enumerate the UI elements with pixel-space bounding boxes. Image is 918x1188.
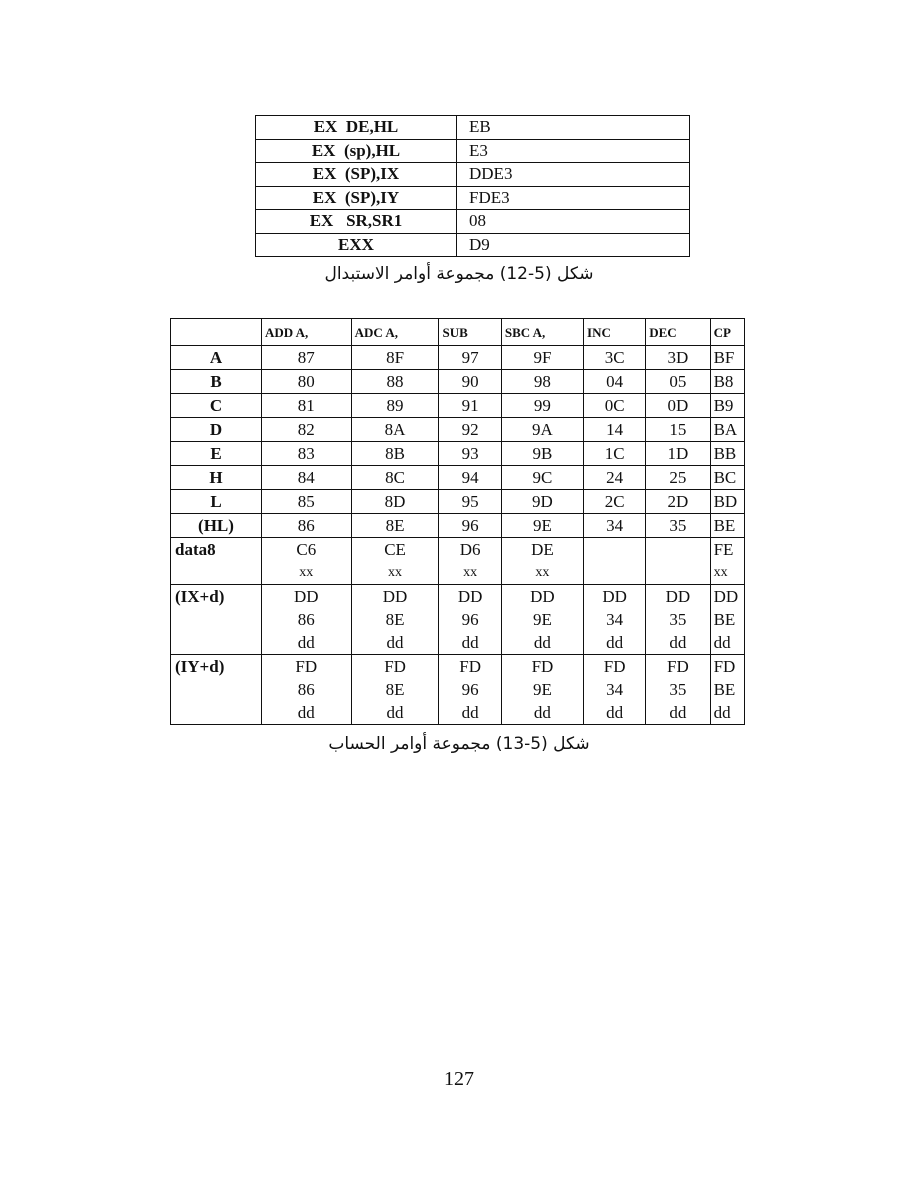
opcode-byte: DD: [457, 587, 483, 606]
opcode-byte: dd: [533, 633, 551, 652]
opcode-cell: 34: [584, 514, 646, 538]
opcode-cell: 91: [439, 394, 501, 418]
opcode-byte: C6: [296, 540, 317, 559]
opcode-cell: 93: [439, 442, 501, 466]
column-header: ADC A,: [351, 319, 439, 346]
exchange-row: [256, 139, 690, 163]
opcode-cell: 98: [501, 370, 583, 394]
opcode-byte: dd: [606, 703, 624, 722]
column-header: INC: [584, 319, 646, 346]
opcode-byte: dd: [297, 633, 315, 652]
column-header: DEC: [646, 319, 710, 346]
opcode-cell: 92: [439, 418, 501, 442]
opcode-byte: DD: [530, 587, 555, 606]
opcode-cell: 88: [351, 370, 439, 394]
opcode-cell: [584, 538, 646, 585]
opcode-byte: [584, 538, 645, 561]
ix-row: [171, 585, 745, 655]
opcode-byte: 35: [669, 610, 687, 629]
opcode-byte: dd: [713, 633, 731, 652]
opcode-cell: 90: [439, 370, 501, 394]
opcode-cell: 35: [646, 514, 710, 538]
opcode-byte: dd: [461, 703, 479, 722]
opcode-cell: 04: [584, 370, 646, 394]
opcode-byte: FD: [384, 657, 406, 676]
row-label: D: [171, 418, 262, 442]
opcode-byte: FD: [459, 657, 482, 676]
opcode-byte: dd: [386, 633, 404, 652]
opcode-cell: 97: [439, 346, 501, 370]
opcode-byte: [584, 561, 645, 584]
opcode-cell: 8B: [351, 442, 439, 466]
row-label: L: [171, 490, 262, 514]
opcode-cell: BF: [710, 346, 744, 370]
row-label: (HL): [171, 514, 262, 538]
header-corner: [171, 319, 262, 346]
opcode-cell: [351, 585, 439, 655]
page-number: 127: [444, 1068, 474, 1090]
opcode-byte: 86: [297, 610, 315, 629]
opcode-byte: [646, 538, 709, 561]
opcode-cell: 25: [646, 466, 710, 490]
instruction-mnemonic: EXX: [256, 233, 457, 257]
instruction-mnemonic: EX SR,SR1: [256, 210, 457, 234]
opcode-byte: 8E: [385, 680, 405, 699]
opcode: 08: [457, 210, 690, 234]
row-label: data8: [171, 538, 262, 585]
opcode-byte: BE: [713, 610, 736, 629]
opcode-byte: 8E: [385, 610, 405, 629]
opcode-byte: dd: [669, 633, 687, 652]
register-row: [171, 490, 745, 514]
opcode-cell: 9E: [501, 514, 583, 538]
opcode-cell: [261, 538, 351, 585]
opcode-byte: D6: [459, 540, 481, 559]
opcode-cell: 9C: [501, 466, 583, 490]
exchange-row: [256, 163, 690, 187]
register-row: [171, 442, 745, 466]
arithmetic-instructions-table: [170, 318, 745, 725]
opcode-byte: 9E: [532, 610, 552, 629]
opcode-cell: BA: [710, 418, 744, 442]
column-header: SUB: [439, 319, 501, 346]
opcode-cell: 14: [584, 418, 646, 442]
opcode-cell: 80: [261, 370, 351, 394]
opcode-cell: 9A: [501, 418, 583, 442]
opcode-cell: [501, 585, 583, 655]
opcode-cell: 9D: [501, 490, 583, 514]
opcode-cell: BE: [710, 514, 744, 538]
arithmetic-table-caption: شكل (5-13) مجموعة أوامر الحساب: [328, 734, 590, 754]
opcode-byte: 34: [606, 610, 624, 629]
opcode-cell: [646, 585, 710, 655]
opcode-cell: 8C: [351, 466, 439, 490]
opcode-cell: 15: [646, 418, 710, 442]
opcode-cell: 82: [261, 418, 351, 442]
opcode-cell: 3C: [584, 346, 646, 370]
exchange-instructions-table: [255, 115, 690, 257]
exchange-row: [256, 186, 690, 210]
row-label: C: [171, 394, 262, 418]
opcode-byte: BE: [713, 680, 736, 699]
opcode-cell: [501, 655, 583, 725]
header-row: [171, 319, 745, 346]
opcode-cell: [501, 538, 583, 585]
register-row: [171, 514, 745, 538]
opcode-cell: [439, 538, 501, 585]
opcode-cell: 3D: [646, 346, 710, 370]
register-row: [171, 418, 745, 442]
opcode-cell: B8: [710, 370, 744, 394]
opcode-byte: FD: [295, 657, 318, 676]
opcode-cell: 9F: [501, 346, 583, 370]
opcode-cell: 0C: [584, 394, 646, 418]
opcode-byte: [646, 561, 709, 584]
opcode-byte: FE: [713, 540, 734, 559]
opcode-cell: 8D: [351, 490, 439, 514]
opcode-cell: [439, 585, 501, 655]
opcode-cell: 9B: [501, 442, 583, 466]
row-label: A: [171, 346, 262, 370]
opcode-cell: [710, 538, 744, 585]
opcode-cell: 2C: [584, 490, 646, 514]
opcode-byte: FD: [531, 657, 554, 676]
row-label: (IX+d): [171, 585, 262, 655]
opcode-cell: BD: [710, 490, 744, 514]
opcode: EB: [457, 116, 690, 140]
exchange-row: [256, 210, 690, 234]
opcode: D9: [457, 233, 690, 257]
opcode-byte: 96: [461, 680, 479, 699]
opcode-byte: FD: [603, 657, 626, 676]
register-row: [171, 346, 745, 370]
opcode-cell: 84: [261, 466, 351, 490]
opcode-byte: 9E: [532, 680, 552, 699]
opcode-cell: 8E: [351, 514, 439, 538]
opcode-byte: FD: [667, 657, 689, 676]
opcode: FDE3: [457, 186, 690, 210]
opcode-cell: 24: [584, 466, 646, 490]
instruction-mnemonic: EX (sp),HL: [256, 139, 457, 163]
register-row: [171, 370, 745, 394]
opcode-byte: CE: [384, 540, 406, 559]
opcode-cell: 99: [501, 394, 583, 418]
opcode-byte: 34: [606, 680, 624, 699]
opcode-cell: [261, 585, 351, 655]
opcode-cell: 8F: [351, 346, 439, 370]
opcode-byte: DD: [294, 587, 319, 606]
opcode-cell: BC: [710, 466, 744, 490]
opcode-cell: 94: [439, 466, 501, 490]
opcode-byte: 35: [669, 680, 687, 699]
opcode-cell: 0D: [646, 394, 710, 418]
opcode-cell: 2D: [646, 490, 710, 514]
register-row: [171, 466, 745, 490]
opcode-cell: [351, 655, 439, 725]
exchange-row: [256, 116, 690, 140]
opcode-cell: 96: [439, 514, 501, 538]
opcode-byte: DD: [602, 587, 627, 606]
opcode-cell: 87: [261, 346, 351, 370]
opcode-cell: [351, 538, 439, 585]
opcode-cell: [584, 655, 646, 725]
opcode-byte: dd: [533, 703, 551, 722]
opcode-byte: DD: [713, 587, 739, 606]
opcode-byte: dd: [669, 703, 687, 722]
opcode-cell: 1D: [646, 442, 710, 466]
opcode-cell: [646, 538, 710, 585]
opcode-cell: B9: [710, 394, 744, 418]
register-row: [171, 394, 745, 418]
opcode-cell: [646, 655, 710, 725]
opcode-cell: [710, 585, 744, 655]
opcode-cell: 1C: [584, 442, 646, 466]
exchange-table-caption: شكل (5-12) مجموعة أوامر الاستبدال: [324, 264, 594, 284]
opcode: DDE3: [457, 163, 690, 187]
opcode-cell: 86: [261, 514, 351, 538]
column-header: ADD A,: [261, 319, 351, 346]
opcode-byte: dd: [713, 703, 731, 722]
opcode-cell: 83: [261, 442, 351, 466]
opcode-byte: dd: [606, 633, 624, 652]
exchange-row: [256, 233, 690, 257]
instruction-mnemonic: EX (SP),IY: [256, 186, 457, 210]
column-header: CP: [710, 319, 744, 346]
instruction-mnemonic: EX (SP),IX: [256, 163, 457, 187]
row-label: B: [171, 370, 262, 394]
opcode-cell: 8A: [351, 418, 439, 442]
opcode-cell: 89: [351, 394, 439, 418]
opcode-cell: BB: [710, 442, 744, 466]
opcode-byte: DD: [665, 587, 691, 606]
opcode-cell: [710, 655, 744, 725]
opcode-byte: 96: [461, 610, 479, 629]
instruction-mnemonic: EX DE,HL: [256, 116, 457, 140]
opcode-byte: dd: [386, 703, 404, 722]
opcode-byte: xx: [388, 565, 403, 580]
opcode-cell: 85: [261, 490, 351, 514]
row-label: (IY+d): [171, 655, 262, 725]
data8-row: [171, 538, 745, 585]
opcode-cell: [261, 655, 351, 725]
opcode-cell: [584, 585, 646, 655]
column-header: SBC A,: [501, 319, 583, 346]
opcode-cell: 95: [439, 490, 501, 514]
opcode-byte: DD: [382, 587, 408, 606]
opcode: E3: [457, 139, 690, 163]
row-label: H: [171, 466, 262, 490]
opcode-byte: FD: [713, 657, 736, 676]
iy-row: [171, 655, 745, 725]
opcode-byte: dd: [461, 633, 479, 652]
opcode-byte: xx: [535, 565, 550, 580]
row-label: E: [171, 442, 262, 466]
opcode-byte: xx: [299, 565, 314, 580]
opcode-byte: 86: [297, 680, 315, 699]
opcode-byte: dd: [297, 703, 315, 722]
opcode-byte: xx: [463, 565, 478, 580]
opcode-byte: xx: [713, 565, 728, 580]
opcode-byte: DE: [531, 540, 554, 559]
opcode-cell: 05: [646, 370, 710, 394]
opcode-cell: [439, 655, 501, 725]
opcode-cell: 81: [261, 394, 351, 418]
